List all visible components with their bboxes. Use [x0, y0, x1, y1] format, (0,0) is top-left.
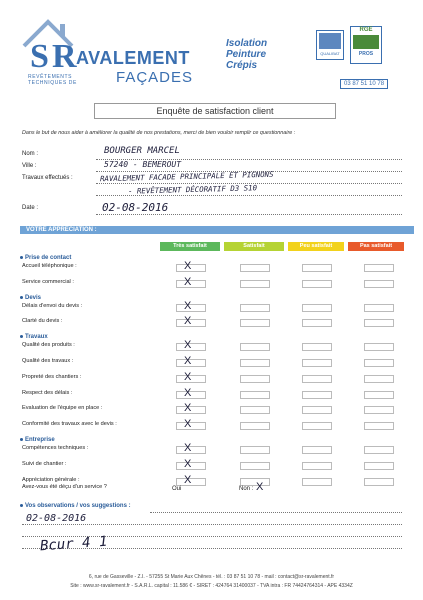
tres-satisfait-checkmark[interactable]: X: [184, 473, 192, 486]
rating-cell-3[interactable]: [364, 375, 394, 383]
tres-satisfait-checkmark[interactable]: X: [184, 275, 192, 288]
date-line: [96, 214, 402, 215]
observations-label-text: Vos observations / vos suggestions :: [25, 503, 131, 509]
obs-line-2: [22, 524, 402, 525]
form-intro: Dans le but de nous aider à améliorer la qualité de nos prestations, merci de bien vouloir remplir ce questionnaire :: [22, 130, 296, 136]
rating-cell-1[interactable]: [240, 422, 270, 430]
rating-cell-1[interactable]: [240, 446, 270, 454]
logo-main-text: AVALEMENT: [76, 48, 190, 68]
criterion-label: Délais d'envoi du devis :: [22, 302, 83, 309]
bullet-icon: [20, 296, 23, 299]
rating-cell-3[interactable]: [364, 343, 394, 351]
travaux-value-1[interactable]: RAVALEMENT FACADE PRINCIPALE ET PIGNONS: [99, 169, 274, 184]
rating-cell-1[interactable]: [240, 280, 270, 288]
tres-satisfait-checkmark[interactable]: X: [184, 315, 192, 328]
rating-cell-2[interactable]: [302, 462, 332, 470]
section-title: Devis: [25, 294, 42, 301]
rating-cell-1[interactable]: [240, 343, 270, 351]
oui-label: Oui: [172, 486, 182, 492]
tres-satisfait-checkmark[interactable]: X: [184, 260, 192, 272]
bullet-icon: [20, 335, 23, 338]
tres-satisfait-checkmark[interactable]: X: [184, 386, 192, 399]
section-heading-0: [20, 255, 71, 261]
tres-satisfait-checkmark[interactable]: X: [184, 442, 192, 454]
non-label: Non :: [239, 486, 254, 492]
section-heading-1: [20, 295, 41, 301]
rating-cell-3[interactable]: [364, 264, 394, 272]
logo-sub-line1: REVÊTEMENTS: [28, 74, 73, 80]
logo-sub-line2: TECHNIQUES DE: [28, 80, 77, 86]
rating-cell-1[interactable]: [240, 406, 270, 414]
logo-letter-r: R: [52, 38, 77, 75]
rating-cell-3[interactable]: [364, 391, 394, 399]
tres-satisfait-checkmark[interactable]: X: [184, 355, 192, 367]
footer-line-1: 6, rue de Gasseville - Z.I. - 57255 St Marie Aux Chênes - tél. : 03 87 51 10 78 - mail : contact@sr-ravalement.fr: [88, 574, 335, 580]
nom-value[interactable]: BOURGER MARCEL: [104, 146, 180, 156]
signature: Bcur 4 1: [39, 533, 108, 555]
bullet-icon: [20, 438, 23, 441]
column-header-2: Peu satisfait: [288, 242, 344, 251]
rating-cell-2[interactable]: [302, 280, 332, 288]
logo-letter-s: S: [30, 38, 49, 75]
rating-cell-3[interactable]: [364, 359, 394, 367]
travaux-label: Travaux effectués :: [22, 175, 73, 181]
criterion-label: Conformité des travaux avec le devis :: [22, 421, 117, 428]
tagline-isolation: Isolation: [226, 38, 268, 49]
criterion-label: Clarté du devis :: [22, 318, 63, 325]
rating-cell-3[interactable]: [364, 422, 394, 430]
date-label: Date :: [22, 205, 39, 211]
rating-cell-1[interactable]: [240, 264, 270, 272]
rating-cell-2[interactable]: [302, 264, 332, 272]
criterion-label: Appréciation générale :: [22, 476, 80, 483]
rating-cell-1[interactable]: [240, 375, 270, 383]
tres-satisfait-checkmark[interactable]: X: [184, 370, 192, 383]
company-logo: [20, 16, 220, 86]
pros-label: PROS: [358, 51, 374, 57]
criterion-label: Respect des délais :: [22, 389, 73, 396]
section-title: Prise de contact: [25, 255, 72, 261]
rating-cell-2[interactable]: [302, 375, 332, 383]
section-title: Travaux: [25, 334, 48, 341]
section-heading-3: [20, 437, 55, 443]
criterion-label: Compétences techniques :: [22, 445, 89, 451]
criterion-label: Qualité des produits :: [22, 342, 75, 349]
rating-cell-2[interactable]: [302, 359, 332, 367]
rating-cell-3[interactable]: [364, 280, 394, 288]
ville-label: Ville :: [22, 163, 37, 169]
obs-line-1: [150, 512, 402, 513]
qualibat-label: QUALIBAT: [320, 51, 340, 56]
rge-badge: [350, 26, 382, 64]
rge-label: RGE: [359, 27, 373, 33]
date-value[interactable]: 02-08-2016: [102, 201, 169, 214]
tres-satisfait-checkmark[interactable]: X: [184, 418, 192, 431]
bullet-icon: [20, 504, 23, 507]
tres-satisfait-checkmark[interactable]: X: [184, 299, 192, 312]
form-title: Enquête de satisfaction client: [94, 103, 336, 119]
criterion-label: Propreté des chantiers :: [22, 373, 82, 380]
nom-label: Nom :: [22, 151, 39, 157]
non-checkmark[interactable]: X: [256, 481, 264, 493]
header-phone: 03 87 51 10 78: [340, 79, 388, 89]
rating-cell-1[interactable]: [240, 462, 270, 470]
section-heading-2: [20, 334, 48, 340]
deceived-question: Avez-vous été déçu d'un service ?: [22, 484, 107, 490]
rating-cell-2[interactable]: [302, 304, 332, 312]
observations-label: [20, 503, 131, 509]
rating-cell-3[interactable]: [364, 304, 394, 312]
rating-cell-2[interactable]: [302, 319, 332, 327]
column-header-0: Très satisfait: [160, 242, 220, 251]
rating-cell-2[interactable]: [302, 478, 332, 486]
travaux-value-2[interactable]: - REVÊTEMENT DÉCORATIF D3 S10: [127, 183, 258, 196]
rating-cell-1[interactable]: [240, 319, 270, 327]
bullet-icon: [20, 256, 23, 259]
tagline: [226, 38, 267, 71]
tagline-peinture: Peinture: [226, 49, 267, 60]
tres-satisfait-checkmark[interactable]: X: [184, 457, 192, 470]
rating-cell-3[interactable]: [364, 446, 394, 454]
tres-satisfait-checkmark[interactable]: X: [184, 402, 192, 415]
rating-cell-1[interactable]: [240, 478, 270, 486]
criterion-label: Service commercial :: [22, 278, 74, 285]
rating-cell-2[interactable]: [302, 422, 332, 430]
criterion-label: Evaluation de l'équipe en place :: [22, 405, 103, 412]
rating-cell-3[interactable]: [364, 462, 394, 470]
appreciation-bar: VOTRE APPRECIATION :: [20, 226, 414, 234]
rating-cell-3[interactable]: [364, 319, 394, 327]
rating-cell-2[interactable]: [302, 391, 332, 399]
rating-cell-1[interactable]: [240, 304, 270, 312]
criterion-label: Suivi de chantier :: [22, 460, 67, 467]
rating-cell-2[interactable]: [302, 343, 332, 351]
qualibat-badge: [316, 30, 344, 60]
tagline-crepis: Crépis: [226, 60, 258, 71]
rating-cell-1[interactable]: [240, 391, 270, 399]
observation-date[interactable]: 02-08-2016: [26, 513, 87, 524]
rating-cell-2[interactable]: [302, 406, 332, 414]
logo-facades-text: FAÇADES: [116, 69, 194, 86]
section-title: Entreprise: [25, 437, 55, 443]
footer-line-2: Site : www.sr-ravalement.fr - S.A.R.L. capital : 11.586 € - SIRET : 424764 31400037 - TVA intra : FR 74424764314 - APE 4334Z: [70, 583, 353, 589]
ville-value[interactable]: 57240 - BEMEROUT: [104, 160, 182, 169]
tres-satisfait-checkmark[interactable]: X: [184, 339, 192, 352]
rating-cell-3[interactable]: [364, 406, 394, 414]
column-header-3: Pas satisfait: [348, 242, 404, 251]
criterion-label: Accueil téléphonique :: [22, 263, 77, 269]
rating-cell-1[interactable]: [240, 359, 270, 367]
criterion-label: Qualité des travaux :: [22, 358, 74, 364]
rating-cell-3[interactable]: [364, 478, 394, 486]
rating-cell-2[interactable]: [302, 446, 332, 454]
column-header-1: Satisfait: [224, 242, 284, 251]
